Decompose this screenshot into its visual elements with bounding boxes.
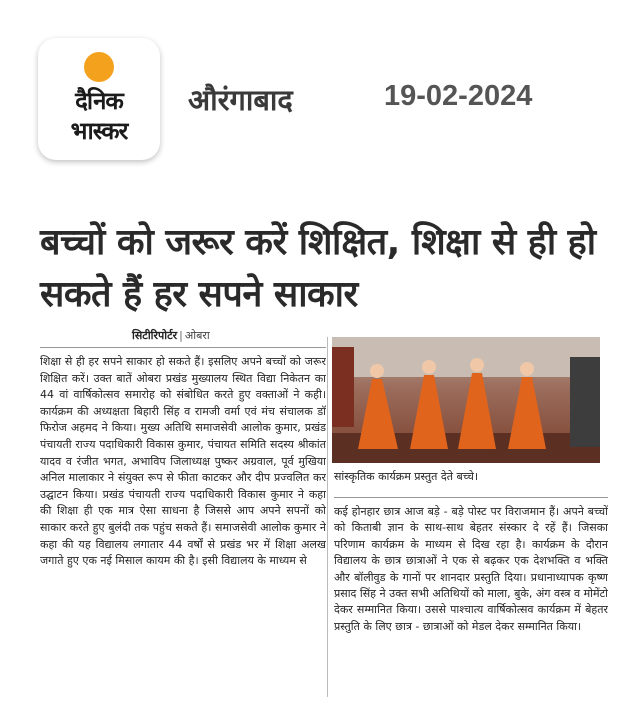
byline-reporter: सिटीरिपोर्टर <box>132 329 178 342</box>
byline-place: ओबरा <box>184 329 210 342</box>
byline-separator: | <box>179 329 183 342</box>
city-name: औरंगाबाद <box>188 83 293 117</box>
photo-caption: सांस्कृतिक कार्यक्रम प्रस्तुत देते बच्चे। <box>334 470 479 483</box>
logo-line-2: भास्कर <box>70 117 128 145</box>
logo-line-1: दैनिक <box>75 87 123 115</box>
article-body-left-column: शिक्षा से ही हर सपने साकार हो सकते हैं। इसलिए अपने बच्चों को जरूर शिक्षित करें। उक्त बातें ओबरा प्रखंड मुख्यालय स्थित विद्या निकेतन का 44 वां वार्षिकोत्सव समारोह को संबोधित करते हुए वक्ताओं ने कही। कार्यक्रम की अध्यक्षता बिहारी सिंह व रामजी वर्मा एवं मंच संचालक डॉ फिरोज अहमद ने किया। मुख्य अतिथि समाजसेवी आलोक कुमार, प्रखंड पंचायती राज्य पदाधिकारी विकास कुमार, पंचायत समिति सदस्य श्रीकांत यादव व रंजीत भगत, अभाविप जिलाध्यक्ष पुष्कर अग्रवाल, पूर्व मुखिया अनिल मालाकार ने संयुक्त रूप से फीता काटकर और दीप प्रज्वलित कर उद्घाटन किया। प्रखंड पंचायती राज्य पदाधिकारी विकास कुमार ने कहा की शिक्षा ही एक मात्र ऐसा साधना है जिससे आप अपने सपनों को साकार करते हुए बुलंदी तक पहुंच सकते हैं। समाजसेवी आलोक कुमार ने कहा की यह विद्यालय लगातार 44 वर्षों से प्रखंड भर में शिक्षा अलख जगाते हुए एक नई मिसाल कायम की है। इसी विद्यालय के माध्यम से <box>40 347 326 704</box>
article-headline: बच्चों को जरूर करें शिक्षित, शिक्षा से ही हो सकते हैं हर सपने साकार <box>40 222 596 315</box>
cultural-program-photo <box>332 337 600 463</box>
publication-date: 19-02-2024 <box>384 80 533 112</box>
article-body-right-column: कई होनहार छात्र आज बड़े - बड़े पोस्ट पर विराजमान हैं। अपने बच्चों को किताबी ज्ञान के साथ-साथ बेहतर संस्कार दे रहें हैं। जिसका परिणाम कार्यक्रम के माध्यम से दिख रहा है। कार्यक्रम के दौरान विद्यालय के छात्र छात्राओं ने एक से बढ़कर एक देशभक्ति व भक्ति और बॉलीवुड के गानों पर शानदार प्रस्तुति दिया। प्रधानाध्यापक कृष्ण प्रसाद सिंह ने उक्त सभी अतिथियों को माला, बुके, अंग वस्त्र व मोमेंटो देकर सम्मानित किया। उससे पाश्चात्य वार्षिकोत्सव कार्यक्रम में बेहतर प्रस्तुति के लिए छात्र - छात्राओं को मेडल देकर सम्मानित किया। <box>334 497 608 709</box>
byline <box>132 328 210 343</box>
column-divider <box>327 337 328 697</box>
header <box>0 0 620 190</box>
newspaper-clipping <box>36 205 612 700</box>
sun-icon <box>84 52 114 82</box>
dainik-bhaskar-logo <box>38 38 160 160</box>
article-photo <box>332 337 600 463</box>
